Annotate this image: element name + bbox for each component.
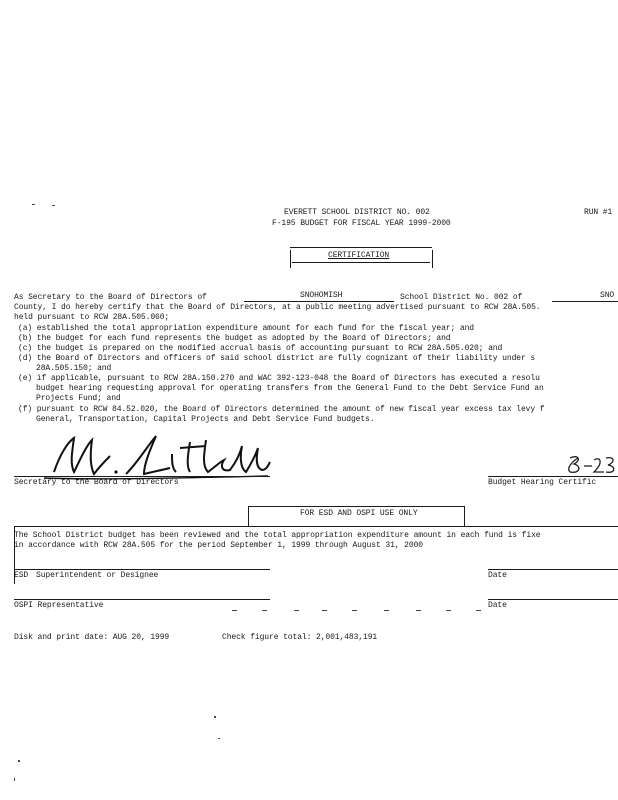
secretary-label: Secretary to the Board of Directors (14, 478, 179, 487)
print-date: Disk and print date: AUG 20, 1999 (14, 633, 170, 642)
cert-box-bottom (292, 262, 430, 263)
handwritten-date (566, 452, 618, 478)
tick-mark (352, 610, 357, 611)
tick-mark (384, 610, 389, 611)
esd-heading: FOR ESD AND OSPI USE ONLY (300, 509, 418, 518)
county-trail: SNO (600, 291, 615, 300)
ospi-label: OSPI Representative (14, 601, 104, 610)
date-label-2: Date (488, 601, 507, 610)
date-label-1: Date (488, 571, 507, 580)
scan-speck (218, 738, 220, 739)
intro-line-3: held pursuant to RCW 28A.505.060; (14, 313, 170, 322)
review-line-2: in accordance with RCW 28A.505 for the period September 1, 1999 through August 31, 2000 (14, 541, 423, 550)
county-trail-line (552, 301, 618, 302)
secretary-signature-line (14, 476, 270, 477)
superintendent-label: Superintendent or Designee (36, 571, 159, 580)
certification-heading: CERTIFICATION (328, 251, 390, 260)
item-f: (f) pursuant to RCW 84.52.020, the Board of Directors determined the amount of new fiscal year excess tax levy f (18, 405, 545, 414)
scan-speck (52, 205, 55, 206)
cert-box-left (290, 250, 291, 268)
item-b: (b) the budget for each fund represents the budget as adopted by the Board of Directors; and (18, 334, 451, 343)
date-line-1 (488, 569, 618, 570)
scan-speck (18, 760, 20, 762)
esd-box-right (464, 506, 465, 526)
tick-mark (262, 610, 267, 611)
item-a: (a) established the total appropriation expenditure amount for each fund for the fiscal year; and (18, 324, 474, 333)
cert-box-right (432, 250, 433, 268)
date-line-2 (488, 599, 618, 600)
intro-line-2: County, I do hereby certify that the Board of Directors, at a public meeting advertised pursuant to RCW 28A.505. (14, 303, 541, 312)
item-d: (d) the Board of Directors and officers of said school district are fully cognizant of their liability under s (18, 354, 536, 363)
item-d-continued: 28A.505.150; and (36, 364, 112, 373)
item-e-continued-2: Projects Fund; and (36, 394, 121, 403)
form-title: F-195 BUDGET FOR FISCAL YEAR 1999-2000 (272, 219, 451, 228)
intro-line-1: As Secretary to the Board of Directors of (14, 293, 207, 302)
budget-hearing-label: Budget Hearing Certific (488, 478, 597, 487)
ospi-line (14, 599, 270, 600)
scan-speck (214, 716, 216, 718)
page-reference: RUN #1 (584, 208, 613, 217)
esd-box-left (248, 506, 249, 526)
esd-box-top (248, 506, 464, 507)
tick-mark (446, 610, 451, 611)
district-title: EVERETT SCHOOL DISTRICT NO. 002 (284, 208, 430, 217)
tick-mark (476, 610, 481, 611)
tick-mark (232, 610, 237, 611)
item-e: (e) if applicable, pursuant to RCW 28A.150.270 and WAC 392-123-048 the Board of Directors has executed a resolu (18, 374, 540, 383)
tick-mark (322, 610, 327, 611)
school-district-label: School District No. 002 of (400, 293, 523, 302)
esd-prefix: ESD (14, 571, 29, 580)
esd-section-rule (14, 526, 618, 527)
superintendent-line (14, 569, 270, 570)
item-c: (c) the budget is prepared on the modified accrual basis of accounting pursuant to RCW 28A.505.020; and (18, 344, 503, 353)
tick-mark (416, 610, 421, 611)
item-e-continued-1: budget hearing requesting approval for operating transfers from the General Fund to the Debt Service Fund an (36, 384, 544, 393)
review-line-1: The School District budget has been reviewed and the total appropriation expenditure amount in each fund is fixe (14, 531, 541, 540)
item-f-continued: General, Transportation, Capital Projects and Debt Service Fund budgets. (36, 415, 375, 424)
tick-mark (294, 610, 299, 611)
scan-speck (32, 204, 35, 205)
budget-hearing-line (488, 476, 618, 477)
cert-box-top (290, 247, 432, 248)
scan-speck (14, 778, 15, 781)
check-figure-total: Check figure total: 2,001,483,191 (222, 633, 378, 642)
county-name: SNOHOMISH (300, 291, 343, 300)
county-blank-line (244, 301, 394, 302)
